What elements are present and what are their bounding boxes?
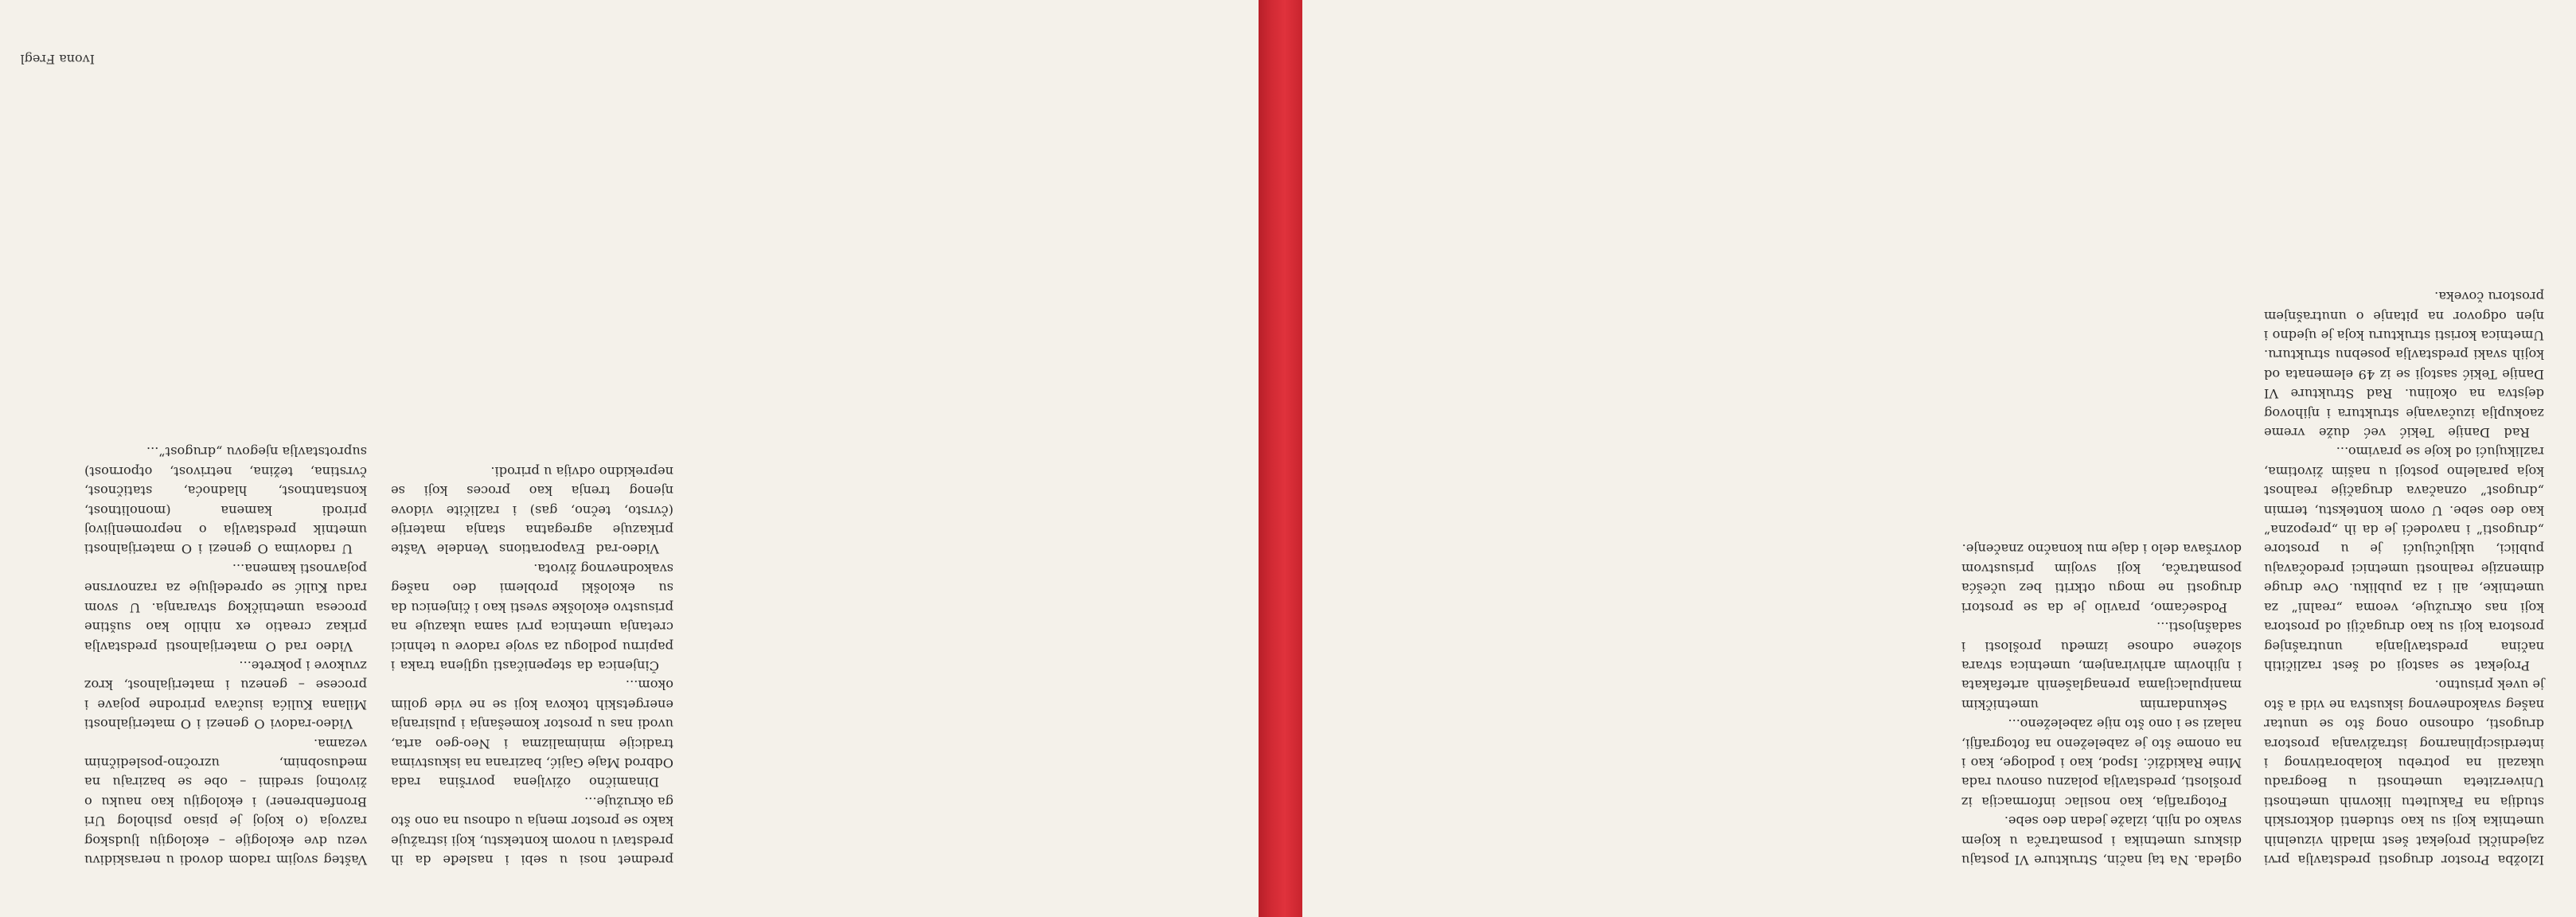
paragraph: Vašteg svojim radom dovodi u neraskidivu vezu dve ekologije – ekologiju ljudskog razvoja (o kojoj je pisao psiholog Uri Bronfenbrener) i ekologiju kao nauku o životnoj sredini – obe se baziraju na međusobnim, uzročno-posledičnim vezama. [84,736,367,868]
paragraph: Video-radovi O genezi i O materijalnosti Milana Kulića isučava prirodne pojave i procese – genezu i materijalnost, kroz zvukove i pokrete... [84,658,367,732]
right-page [0,0,1259,917]
paragraph: Rad Danije Tekić već duže vreme zaokuplja izučavanje struktura i njihovog dejstva na okolinu. Rad Strukture VI Danije Tekić sastoji se iz 49 elemenata od kojih svaki predstavlja posebnu strukturu. Umetnica koristi strukturu koja je ujedno i njen odgovor na pitanje o unutrašnjem prostoru čoveka. [2264,289,2544,441]
paragraph: ogleda. Na taj način, Strukture VI postaju diskurs umetnika i posmatrača u kojem svako od njih, izlaže jedan deo sebe. [1961,814,2242,868]
left-page [1302,0,2576,917]
paragraph: Podsećamo, pravilo je da se prostori drugosti ne mogu otkriti bez učešća posmatrača, koji svojim prisustvom dovršava delo i daje mu konačno značenje. [1961,541,2242,615]
paragraph: Činjenica da stepeničasti ugljena traka i papirnu podlogu za svoje radove u tehnici cretanja umetnica prvi sama ukazuje na prisustvo ekološke svesti kao i činjenicu da su ekološki problemi deo našeg svakodnevnog života. [391,560,673,673]
paragraph: Fotografija, kao nosilac informacija iz prošlosti, predstavlja polaznu osnovu rada Mine Rakidžić. Ispod, kao i podloge, kao i na onome što je zabeleženo na fotografiji, nalazi se i ono što nije zabeleženo... [1961,716,2242,810]
text-column-4 [84,442,367,869]
paragraph: Dinamično oživljena površina rada Odbrod Maje Gajić, bazirana na iskustvima tradicije minimalizma i Neo-geo arta, uvodi nas u prostor komešanja i pulsiranja energetskih tokova koji se ne vide golim okom... [391,677,673,790]
paragraph: predmet nosi u sebi i nasleđe da ih predstavi u novom kontekstu, koji istražuje kako se prostor menja u odnosu na ono što ga okružuje... [391,794,673,868]
text-column-3 [391,461,673,869]
paragraph: Izložba Prostor drugosti predstavlja prvi zajednički projekat šest mladih vizuelnih umetnika koji su kao studenti doktorskih studija na Fakultetu likovnih umetnosti Univerziteta umetnosti u Beogradu ukazali na potrebu kolaborativnog i interdisciplinarnog istraživanja prostora drugosti, odnosno onog što se unutar našeg svakodnevnog iskustva ne vidi a što je uvek prisutno. [2264,677,2544,868]
paragraph: U radovima O genezi i O materijalnosti umetnik predstavlja o nepromenljivoj prirodi kamena (monolitnost, konstantnost, hladnoća, statičnost, čvrstina, težina, netrivost, otpornost) suprotstavlja njegovu „drugost”... [84,444,367,557]
text-column-2 [1961,539,2242,869]
paragraph: Video rad O materijalnosti predstavlja prikaz creatio ex nihilo kao suštine procesa umetničkog stvaranja. U svom radu Kulić se opredeljuje za raznovrsne pojavnosti kamena... [84,560,367,654]
paragraph: Sekundarnim umetničkim manipulacijama prenaglašenih artefakata i njihovim arhiviranjem, umetnica stvara složene odnose između prošlosti i sadašnjosti... [1961,619,2242,712]
paragraph: Projekat se sastoji od šest različitih načina predstavljanja unutrašnjeg prostora koji su kao drugačiji od prostora koji nas okružuje, veoma „realni” za umetnike, ali i za publiku. Ove druge dimenzije realnosti umetnici predočavaju publici, uključujući je u prostore „drugosti” i navodeći je da ih „prepozna” kao deo sebe. U ovom kontekstu, termin „drugost” označava drugačije realnost koja paralelno postoji u našim životima, razlikujući od koje se pravimo... [2264,444,2544,673]
book-spine [1259,0,1302,917]
text-column-1 [2264,287,2544,869]
author-signature: Ivona Fregl [20,52,95,67]
paragraph: Video-rad Evaporations Vendele Vašte prikazuje agregatna stanja materije (čvrsto, tečno, gas) i različite vidove njenog trenja kao proces koji se neprekidno odvija u prirodi. [391,463,673,557]
